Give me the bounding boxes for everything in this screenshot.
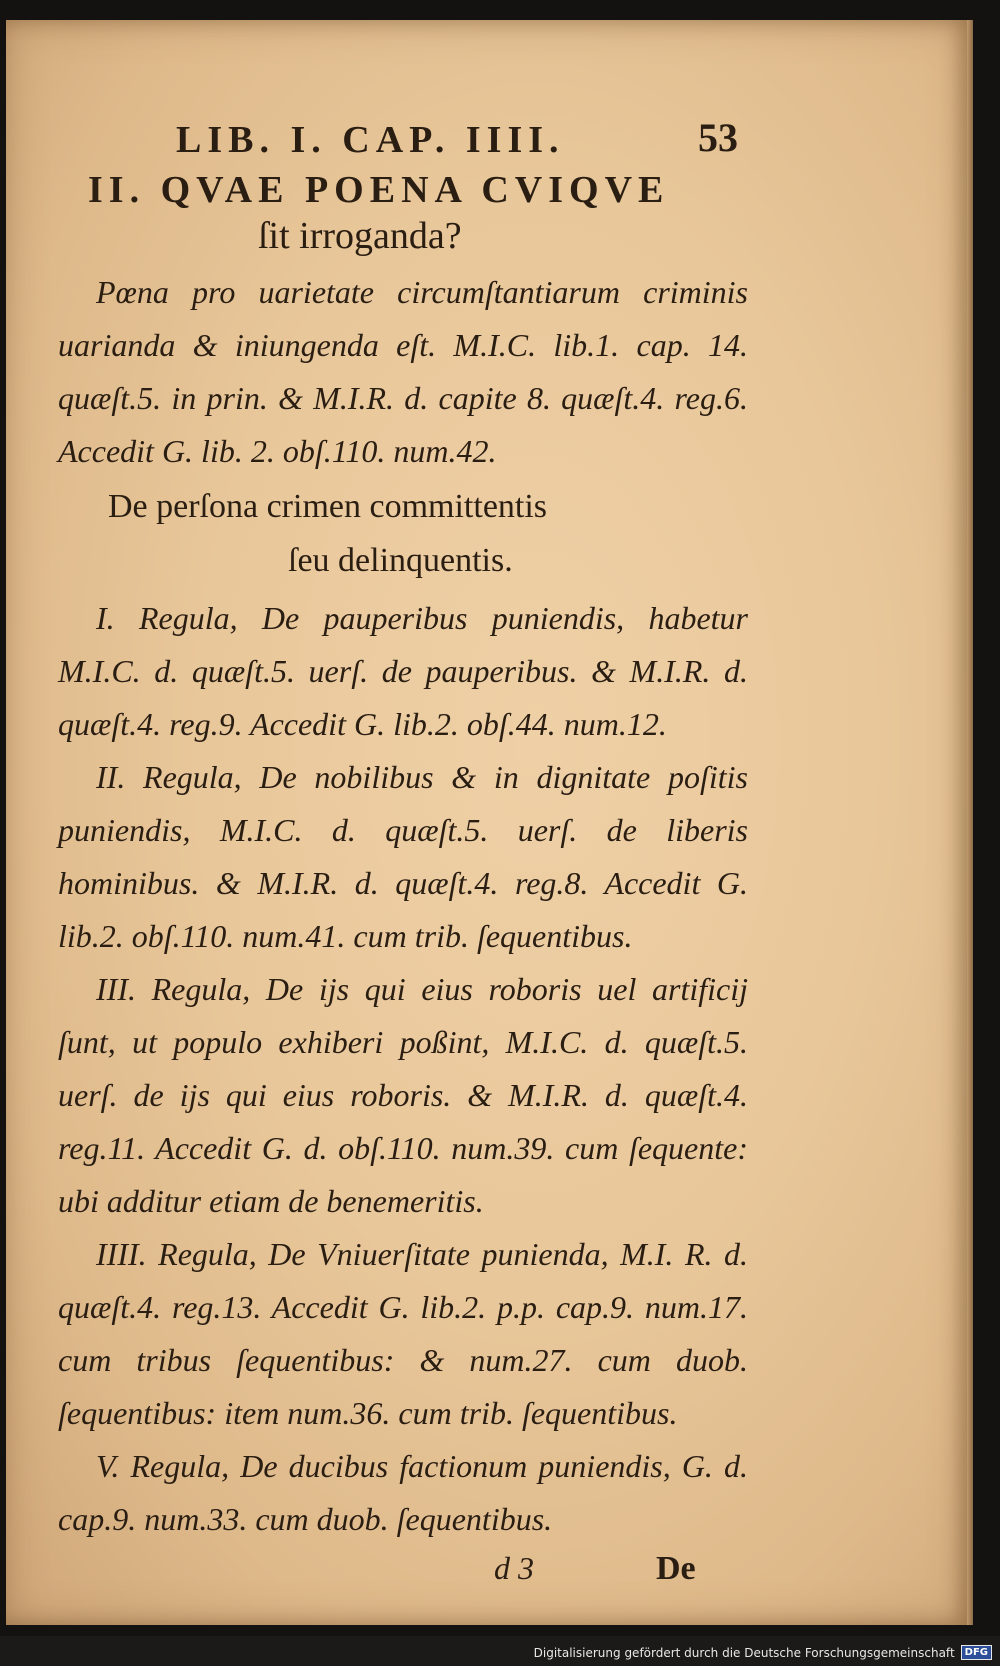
intro-paragraph: Pœna pro uarietate circumſtantiarum criminis uarianda & iniungenda eſt. M.I.C. lib.1. cap. 14. quæſt.5. in prin. & M.I.R. d. capite 8. quæſt.4. reg.6. Accedit G. lib. 2. obſ.110. num.42.: [58, 274, 748, 469]
catchline: [58, 1550, 748, 1600]
subheading-continued: ſeu delinquentis.: [288, 542, 513, 579]
catchword: De: [656, 1550, 696, 1587]
text-block: [58, 110, 748, 1600]
page-edge: [967, 20, 973, 1625]
folio-number: 53: [698, 115, 738, 160]
subheading: De perſona crimen committentis: [108, 488, 548, 525]
section-heading: II. QVAE POENA CVIQVE: [88, 169, 670, 211]
book-page: [6, 20, 970, 1625]
running-head: [58, 110, 748, 162]
rule-paragraph-1: I. Regula, De pauperibus puniendis, habetur M.I.C. d. quæſt.5. uerſ. de pauperibus. & M.I.R. d. quæſt.4. reg.9. Accedit G. lib.2. obſ.44. num.12.: [58, 600, 748, 742]
digitization-credit: [534, 1645, 992, 1660]
section-heading-continued: ſit irroganda?: [258, 215, 462, 257]
rule-paragraph-5: V. Regula, De ducibus factionum puniendis, G. d. cap.9. num.33. cum duob. ſequentibus.: [58, 1448, 748, 1537]
signature-mark: d 3: [494, 1550, 534, 1586]
dfg-logo: DFG: [961, 1645, 992, 1660]
credit-text: Digitalisierung gefördert durch die Deutsche Forschungsgemeinschaft: [533, 1645, 955, 1660]
running-title: LIB. I. CAP. IIII.: [176, 119, 565, 161]
rule-paragraph-3: III. Regula, De ijs qui eius roboris uel artificij ſunt, ut populo exhiberi poßint, M.I.C. d. quæſt.5. uerſ. de ijs qui eius roboris. & M.I.R. d. quæſt.4. reg.11. Accedit G. d. obſ.110. num.39. cum ſequente: ubi additur etiam de benemeritis.: [58, 971, 748, 1219]
rule-paragraph-2: II. Regula, De nobilibus & in dignitate poſitis puniendis, M.I.C. d. quæſt.5. uerſ. de liberis hominibus. & M.I.R. d. quæſt.4. reg.8. Accedit G. lib.2. obſ.110. num.41. cum trib. ſequentibus.: [58, 759, 748, 954]
rule-paragraph-4: IIII. Regula, De Vniuerſitate punienda, M.I. R. d. quæſt.4. reg.13. Accedit G. lib.2. p.p. cap.9. num.17. cum tribus ſequentibus: & num.27. cum duob. ſequentibus: item num.36. cum trib. ſequentibus.: [58, 1236, 748, 1431]
